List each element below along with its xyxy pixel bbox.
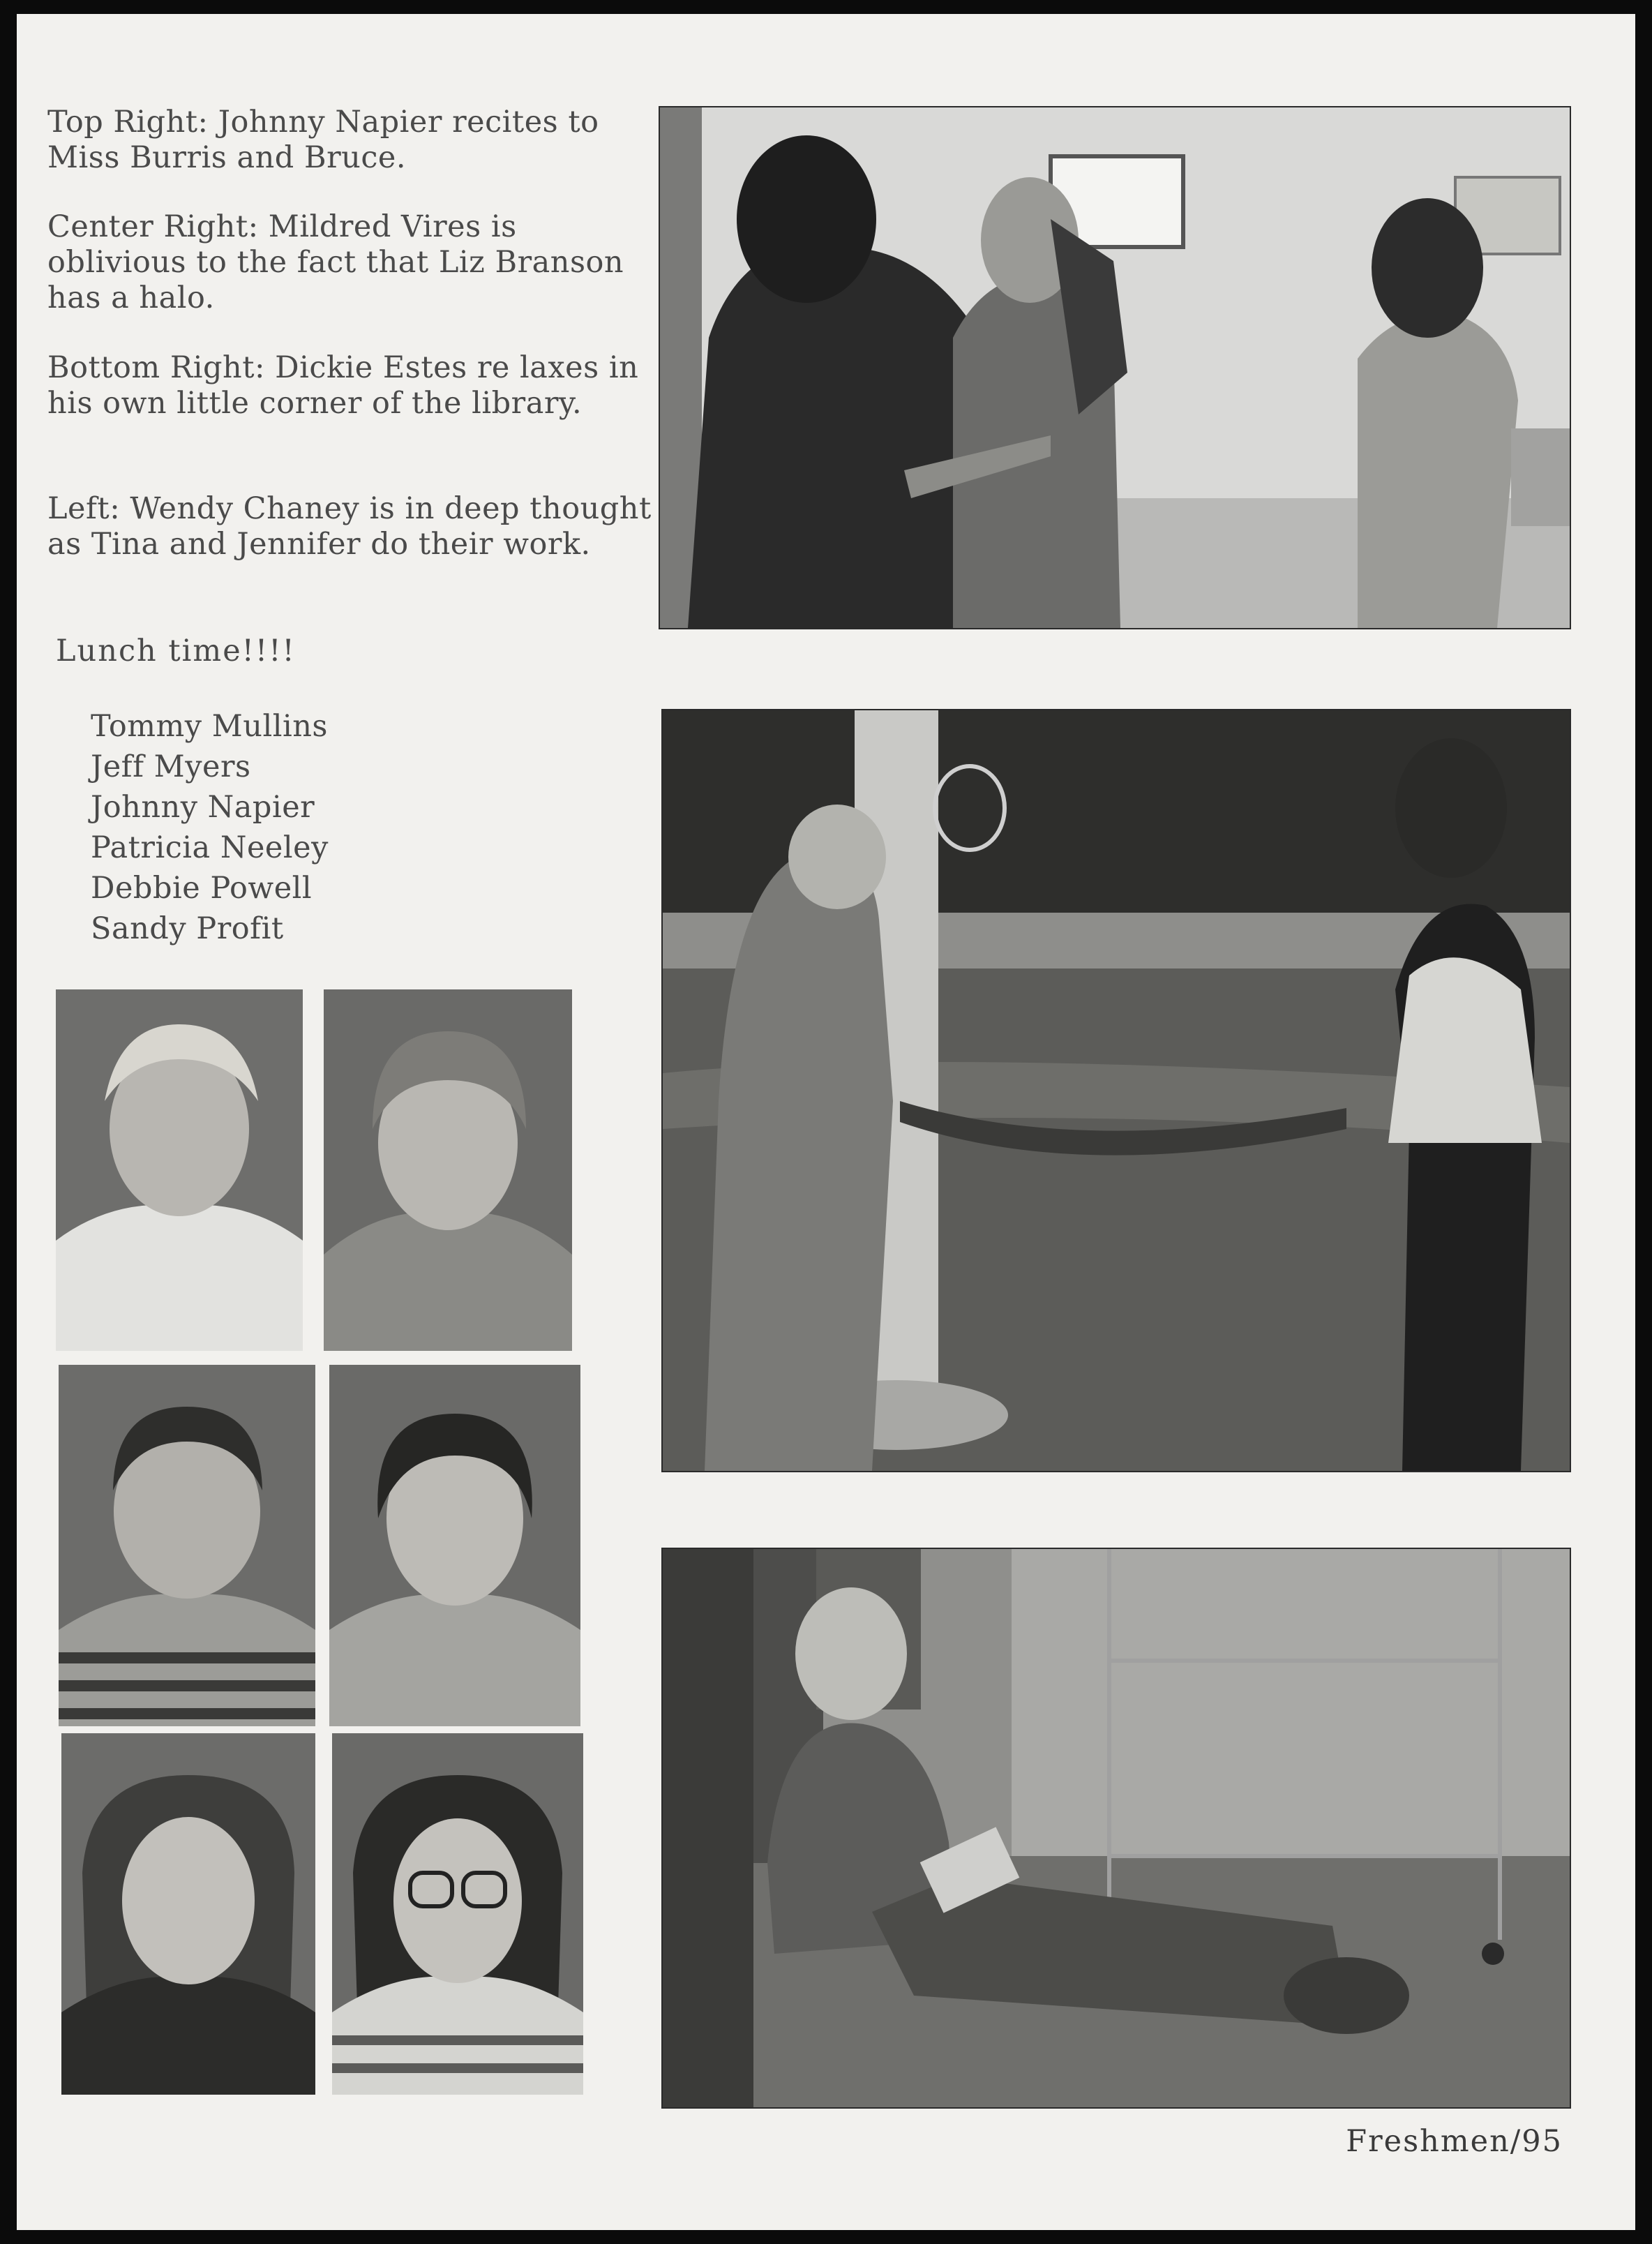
photo-library-corner xyxy=(661,1548,1571,2109)
portrait-1 xyxy=(56,989,303,1351)
name-item: Debbie Powell xyxy=(91,871,313,906)
yearbook-page xyxy=(17,14,1635,2230)
photo-classroom-recital xyxy=(659,106,1571,629)
name-item: Johnny Napier xyxy=(91,790,315,825)
portrait-5 xyxy=(61,1733,315,2095)
name-item: Tommy Mullins xyxy=(91,709,328,744)
portrait-4 xyxy=(329,1365,580,1726)
caption-bottom-right: Bottom Right: Dickie Estes re laxes in his own little corner of the library. xyxy=(47,350,639,421)
name-item: Sandy Profit xyxy=(91,911,284,946)
portrait-6 xyxy=(332,1733,583,2095)
page-folio: Freshmen/95 xyxy=(1346,2124,1563,2159)
name-item: Jeff Myers xyxy=(91,749,251,784)
caption-left: Left: Wendy Chaney is in deep thought as Tina and Jennifer do their work. xyxy=(47,491,652,562)
caption-center-right: Center Right: Mildred Vires is oblivious to the fact that Liz Branson has a halo. xyxy=(47,209,624,315)
portrait-2 xyxy=(324,989,572,1351)
name-item: Patricia Neeley xyxy=(91,830,329,865)
photo-outdoor-flag xyxy=(661,709,1571,1472)
freshmen-name-list xyxy=(91,706,329,949)
caption-top-right: Top Right: Johnny Napier recites to Miss Burris and Bruce. xyxy=(47,105,599,175)
lunch-caption: Lunch time!!!! xyxy=(56,634,296,668)
portrait-3 xyxy=(59,1365,315,1726)
